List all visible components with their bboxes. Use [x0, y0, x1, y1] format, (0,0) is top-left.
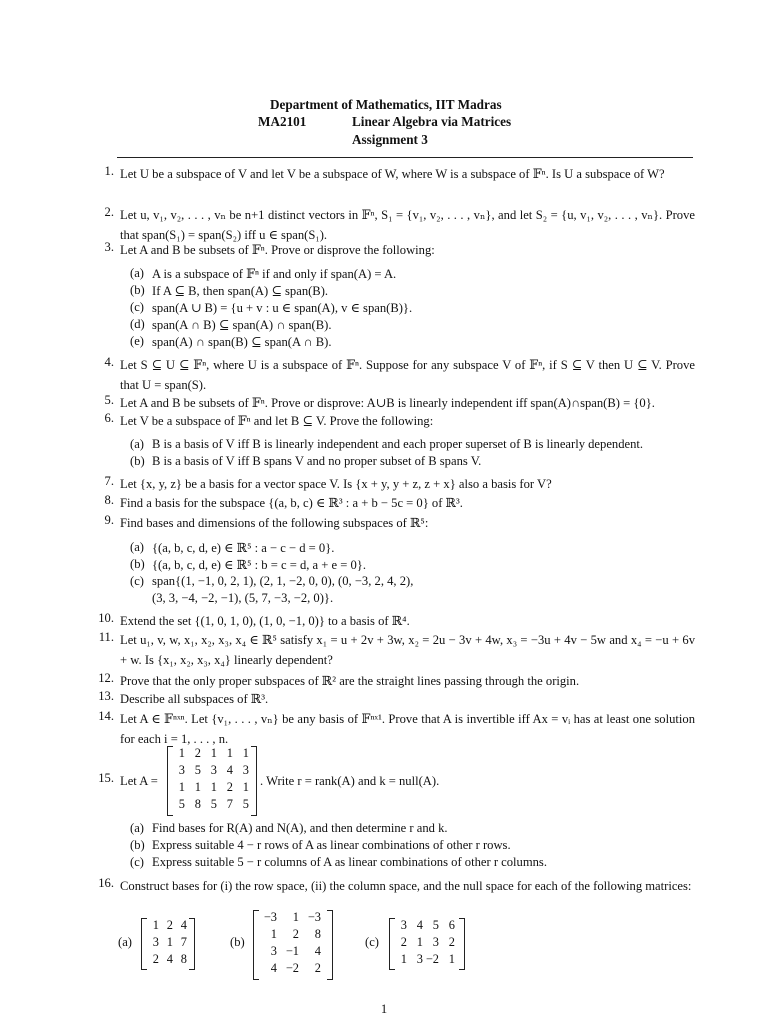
matrix-entry: −2: [285, 961, 299, 975]
matrix-row: [391, 918, 455, 933]
right-bracket: [189, 918, 195, 970]
part-label: (b): [130, 557, 145, 571]
matrix-entry: 3: [432, 935, 439, 949]
matrix-entry: 5: [178, 797, 185, 811]
part-label: (b): [130, 838, 145, 852]
matrix-entry: 5: [242, 797, 249, 811]
matrix-entry: 5: [210, 797, 217, 811]
right-bracket: [327, 910, 333, 980]
matrix-entry: 4: [166, 952, 173, 966]
matrix-entry: 5: [194, 763, 201, 777]
matrix-entry: 8: [180, 952, 187, 966]
matrix-entry: 1: [178, 746, 185, 760]
part-text: A is a subspace of 𝔽ⁿ if and only if span(A) = A.: [152, 267, 397, 281]
question-number: 10.: [98, 611, 114, 625]
question-text: Let A and B be subsets of 𝔽ⁿ. Prove or disprove: A∪B is linearly independent iff span(A)∩span(B) = {0}.: [120, 396, 655, 410]
matrix-entry: 2: [400, 935, 407, 949]
matrix-entry: 7: [226, 797, 233, 811]
matrix-entry: 1: [210, 746, 217, 760]
matrix-entry: −1: [285, 944, 299, 958]
question-text: Prove that the only proper subspaces of ℝ² are the straight lines passing through the origin.: [120, 674, 580, 688]
question-text: Let {x, y, z} be a basis for a vector space V. Is {x + y, y + z, z + x} also a basis for V?: [120, 477, 552, 491]
question-text: Let V be a subspace of 𝔽ⁿ and let B ⊆ V. Prove the following:: [120, 414, 434, 428]
matrix-16a: [141, 918, 195, 970]
question-number: 2.: [104, 205, 114, 219]
matrix-entry: 2: [194, 746, 201, 760]
question-number: 16.: [98, 876, 114, 890]
course-name: Linear Algebra via Matrices: [352, 114, 512, 129]
part-text: Express suitable 5 − r columns of A as linear combinations of other r columns.: [152, 855, 547, 869]
matrix-row: [255, 944, 321, 959]
part-label: (b): [130, 283, 145, 297]
part-text: Express suitable 4 − r rows of A as linear combinations of other r rows.: [152, 838, 511, 852]
matrix-entry: 1: [448, 952, 455, 966]
matrix-entry: 4: [314, 944, 321, 958]
matrix-16b: [253, 910, 333, 980]
matrix-entry: 4: [270, 961, 277, 975]
matrix-entry: 3: [270, 944, 277, 958]
question-tail: . Write r = rank(A) and k = null(A).: [260, 774, 440, 788]
question-text: Let A and B be subsets of 𝔽ⁿ. Prove or disprove the following:: [120, 243, 435, 257]
part-text: Find bases for R(A) and N(A), and then determine r and k.: [152, 821, 448, 835]
matrix-entry: 8: [194, 797, 201, 811]
matrix-entry: 1: [292, 910, 299, 924]
matrix-entry: 1: [242, 780, 249, 794]
page-number: 1: [380, 1002, 388, 1016]
question-number: 6.: [104, 411, 114, 425]
matrix-entry: 8: [314, 927, 321, 941]
matrix-entry: 2: [314, 961, 321, 975]
part-label: (a): [130, 821, 144, 835]
matrix-entry: 1: [194, 780, 201, 794]
part-label: (a): [130, 437, 144, 451]
matrix-row: [169, 746, 249, 761]
matrix-entry: 1: [270, 927, 277, 941]
matrix-entry: −3: [307, 910, 321, 924]
assignment-title: Assignment 3: [352, 132, 428, 147]
part-label: (b): [130, 454, 145, 468]
matrix-entry: 3: [178, 763, 185, 777]
question-number: 11.: [98, 630, 114, 644]
matrix-entry: 4: [226, 763, 233, 777]
matrix-entry: 2: [152, 952, 159, 966]
matrix-b-label: (b): [230, 935, 245, 949]
part-text: span{(1, −1, 0, 2, 1), (2, 1, −2, 0, 0), (0, −3, 2, 4, 2),: [152, 574, 414, 588]
matrix-entry: 6: [448, 918, 455, 932]
part-text: {(a, b, c, d, e) ∈ ℝ⁵ : a − c − d = 0}.: [152, 541, 335, 555]
matrix-entry: 3: [242, 763, 249, 777]
question-text: Find bases and dimensions of the following subspaces of ℝ⁵:: [120, 516, 429, 530]
matrix-entry: 1: [166, 935, 173, 949]
question-number: 15.: [98, 771, 114, 785]
matrix-row: [255, 927, 321, 942]
question-lead: Let A =: [120, 774, 158, 788]
matrix-entry: 1: [178, 780, 185, 794]
header-rule: [117, 157, 693, 158]
question-number: 8.: [104, 493, 114, 507]
matrix-row: [169, 780, 249, 795]
matrix-a-label: (a): [118, 935, 132, 949]
matrix-entry: 2: [226, 780, 233, 794]
part-label: (a): [130, 540, 144, 554]
matrix-row: [145, 918, 187, 933]
question-text: Let S ⊆ U ⊆ 𝔽ⁿ, where U is a subspace of 𝔽ⁿ. Suppose for any subspace V of 𝔽ⁿ, if S ⊆ V then U ⊆ V. Prove that U = span(S).: [120, 358, 695, 392]
matrix-entry: 1: [416, 935, 423, 949]
right-bracket: [459, 918, 465, 970]
part-label: (c): [130, 855, 144, 869]
matrix-row: [255, 910, 321, 925]
question-text: Find a basis for the subspace {(a, b, c) ∈ ℝ³ : a + b − 5c = 0} of ℝ³.: [120, 496, 463, 510]
part-text: (3, 3, −4, −2, −1), (5, 7, −3, −2, 0)}.: [152, 591, 334, 605]
question-text: Let A ∈ 𝔽ⁿˣⁿ. Let {v₁, . . . , vₙ} be any basis of 𝔽ⁿˣ¹. Prove that A is invertible iff Ax = vᵢ has at least one solution for each i = 1, . . . , n.: [120, 712, 695, 746]
question-number: 13.: [98, 689, 114, 703]
matrix-row: [169, 763, 249, 778]
part-label: (d): [130, 317, 145, 331]
question-number: 7.: [104, 474, 114, 488]
matrix-row: [391, 935, 455, 950]
part-text: span(A) ∩ span(B) ⊆ span(A ∩ B).: [152, 335, 332, 349]
part-label: (e): [130, 334, 144, 348]
part-text: B is a basis of V iff B is linearly independent and each proper superset of B is linearly dependent.: [152, 437, 644, 451]
matrix-row: [169, 797, 249, 812]
matrix-row: [145, 935, 187, 950]
matrix-a: [167, 746, 257, 816]
matrix-entry: 2: [292, 927, 299, 941]
course-code: MA2101: [258, 114, 307, 129]
question-text: Construct bases for (i) the row space, (ii) the column space, and the null space for each of the following matrices:: [120, 879, 692, 893]
matrix-entry: 4: [416, 918, 423, 932]
matrix-row: [255, 961, 321, 976]
matrix-c-label: (c): [365, 935, 379, 949]
question-text: Let u₁, v, w, x₁, x₂, x₃, x₄ ∈ ℝ⁵ satisfy x₁ = u + 2v + 3w, x₂ = 2u − 3v + 4w, x₃ = −3u + 4v − 5w and x₄ = −u + 6v + w. Is {x₁, x₂, x₃, x₄} linearly dependent?: [120, 633, 695, 667]
part-text: span(A ∪ B) = {u + v : u ∈ span(A), v ∈ span(B)}.: [152, 301, 413, 315]
question-text: Extend the set {(1, 0, 1, 0), (1, 0, −1, 0)} to a basis of ℝ⁴.: [120, 614, 410, 628]
matrix-entry: 1: [242, 746, 249, 760]
question-text: Describe all subspaces of ℝ³.: [120, 692, 269, 706]
matrix-entry: 3: [210, 763, 217, 777]
question-number: 5.: [104, 393, 114, 407]
question-number: 12.: [98, 671, 114, 685]
matrix-entry: 3: [400, 918, 407, 932]
part-label: (a): [130, 266, 144, 280]
matrix-entry: 7: [180, 935, 187, 949]
part-label: (c): [130, 300, 144, 314]
question-text: Let U be a subspace of V and let V be a subspace of W, where W is a subspace of 𝔽ⁿ. Is U a subspace of W?: [120, 167, 665, 181]
matrix-entry: 3: [416, 952, 423, 966]
part-text: If A ⊆ B, then span(A) ⊆ span(B).: [152, 284, 329, 298]
question-number: 3.: [104, 240, 114, 254]
matrix-row: [145, 952, 187, 967]
matrix-entry: 1: [226, 746, 233, 760]
matrix-entry: 1: [400, 952, 407, 966]
question-number: 9.: [104, 513, 114, 527]
question-number: 4.: [104, 355, 114, 369]
matrix-entry: 1: [210, 780, 217, 794]
question-text: Let u, v₁, v₂, . . . , vₙ be n+1 distinct vectors in 𝔽ⁿ, S₁ = {v₁, v₂, . . . , vₙ}, and let S₂ = {u, v₁, v₂, . . . , vₙ}. Prove that span(S₁) = span(S₂) iff u ∈ span(S₁).: [120, 208, 695, 242]
question-number: 14.: [98, 709, 114, 723]
part-text: B is a basis of V iff B spans V and no proper subset of B spans V.: [152, 454, 482, 468]
matrix-entry: 4: [180, 918, 187, 932]
matrix-16c: [389, 918, 465, 970]
matrix-entry: −2: [425, 952, 439, 966]
part-text: {(a, b, c, d, e) ∈ ℝ⁵ : b = c = d, a + e = 0}.: [152, 558, 367, 572]
part-text: span(A ∩ B) ⊆ span(A) ∩ span(B).: [152, 318, 332, 332]
matrix-entry: 2: [166, 918, 173, 932]
matrix-entry: 5: [432, 918, 439, 932]
part-label: (c): [130, 574, 144, 588]
matrix-row: [391, 952, 455, 967]
matrix-entry: 2: [448, 935, 455, 949]
matrix-entry: 3: [152, 935, 159, 949]
matrix-entry: 1: [152, 918, 159, 932]
matrix-entry: −3: [263, 910, 277, 924]
right-bracket: [251, 746, 257, 816]
department-title: Department of Mathematics, IIT Madras: [270, 97, 502, 112]
question-number: 1.: [104, 164, 114, 178]
